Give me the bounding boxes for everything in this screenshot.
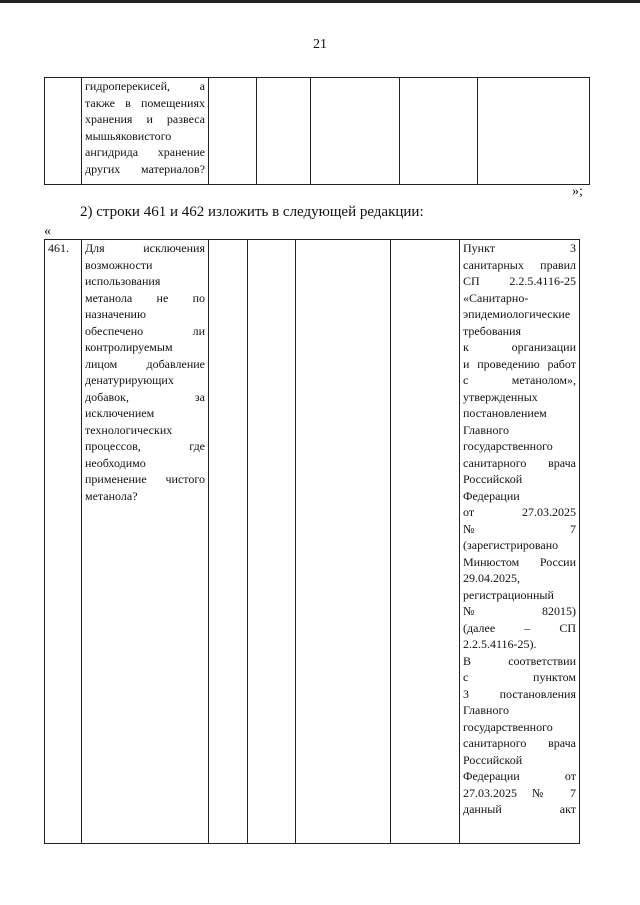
text-line: государственного [463,439,553,453]
text-line: к организации [463,340,576,354]
text-line: регистрационный [463,587,554,602]
text-line: с метанолом», [463,373,576,387]
text-line: 27.03.2025 № 7 [463,785,576,800]
text-line: Федерации [463,488,520,503]
text-line: эпидемиологические [463,307,571,321]
text-line: хранения и развеса [85,112,205,126]
text-line: других материалов? [85,161,205,176]
cell-empty [248,240,296,844]
cell-reference [460,240,580,844]
text-line: использования [85,274,161,288]
text-line: гидроперекисей, а [85,79,205,93]
text-line: исключением [85,406,155,420]
text-line: назначению [85,307,146,321]
opening-quote: « [44,224,51,239]
text-line: Главного [463,422,510,437]
text-line: технологических [85,422,173,437]
text-line: 29.04.2025, [463,571,520,585]
text-line: государственного [463,719,553,734]
text-line: данный акт [463,802,576,816]
text-line: В соответствии [463,653,576,668]
cell-empty [400,78,478,185]
text-line: Пункт 3 [463,241,576,255]
text-line: санитарных правил [463,257,576,272]
table-continuation [44,77,590,185]
top-border-line [0,0,640,3]
question-text [85,78,205,177]
cell-number [45,78,82,185]
cell-empty [296,240,391,844]
text-line: и проведению работ [463,356,576,371]
text-line: постановлением [463,406,547,420]
text-line: контролируемым [85,340,173,354]
text-line: (зарегистрировано [463,538,559,552]
cell-question [82,240,209,844]
text-line: также в помещениях [85,95,205,110]
text-line: утвержденных [463,389,538,404]
text-line: санитарного врача [463,736,576,750]
text-line: требования [463,323,522,338]
question-text [85,240,205,504]
text-line: с пунктом [463,670,576,684]
table-row [45,78,590,185]
text-line: Российской [463,472,523,486]
text-line: лицом добавление [85,356,205,371]
cell-empty [209,240,248,844]
cell-empty [391,240,460,844]
text-line: обеспечено ли [85,323,205,338]
cell-question [82,78,209,185]
instruction-text: 2) строки 461 и 462 изложить в следующей редакции: [80,204,424,220]
text-line: денатурирующих [85,373,174,387]
table-row [45,240,580,844]
page-number: 21 [313,37,327,52]
text-line: применение чистого [85,472,205,486]
cell-empty [209,78,257,185]
text-line: процессов, где [85,439,205,453]
text-line: добавок, за [85,389,205,404]
text-line: 2.2.5.4116-25). [463,637,537,651]
text-line: метанола не по [85,290,205,305]
text-line: Федерации от [463,769,576,783]
text-line: № 82015) [463,604,576,618]
text-line: № 7 [463,521,576,536]
text-line: Для исключения [85,241,205,255]
cell-empty [478,78,590,185]
text-line: Российской [463,752,523,767]
text-line: от 27.03.2025 [463,505,576,519]
text-line: метанола? [85,488,138,503]
text-line: ангидрида хранение [85,145,205,159]
text-line: Главного [463,703,510,717]
cell-empty [311,78,400,185]
reference-text [463,240,576,818]
row-number: 461. [48,241,69,255]
text-line: СП 2.2.5.4116-25 [463,274,576,288]
text-line: 3 постановления [463,686,576,701]
cell-empty [257,78,311,185]
cell-number [45,240,82,844]
text-line: Минюстом России [463,554,576,569]
closing-quote: »; [572,184,583,199]
text-line: (далее – СП [463,620,576,635]
text-line: санитарного врача [463,455,576,470]
text-line: возможности [85,257,153,272]
text-line: «Санитарно- [463,290,529,305]
text-line: необходимо [85,455,146,470]
table-row-461 [44,239,580,844]
text-line: мышьяковистого [85,128,172,143]
